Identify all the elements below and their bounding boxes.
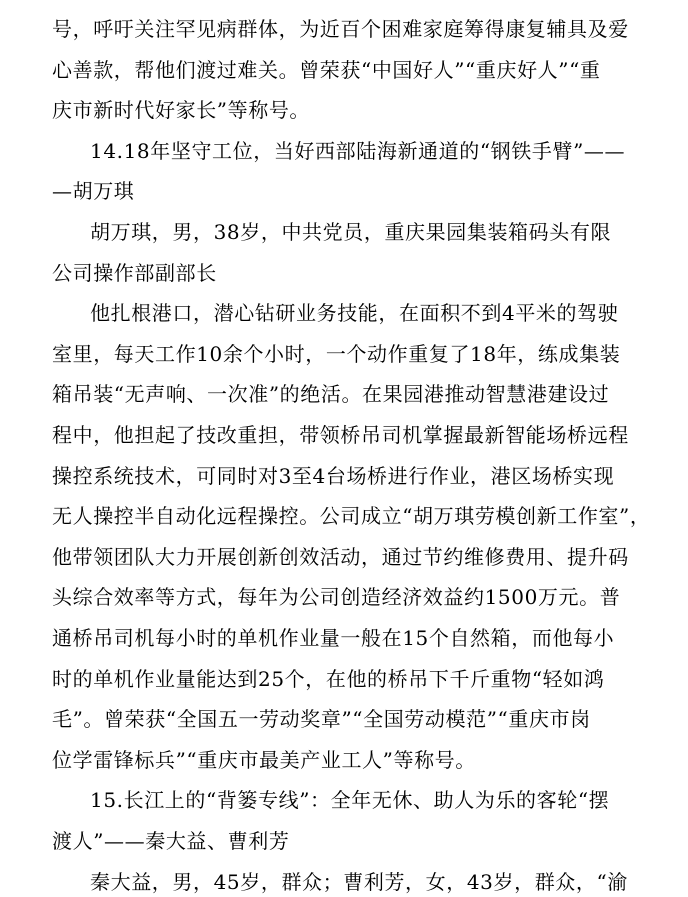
text-line: 无人操控半自动化远程操控。公司成立“胡万琪劳模创新工作室”， (52, 504, 651, 529)
text-line: 号，呼吁关注罕见病群体，为近百个困难家庭筹得康复辅具及爱 (52, 17, 629, 41)
text-line: 箱吊装“无声响、一次准”的绝活。在果园港推动智慧港建设过 (52, 382, 610, 407)
text-line: 位学雷锋标兵”“重庆市最美产业工人”等称号。 (52, 747, 476, 772)
text-line: 他扎根港口，潜心钻研业务技能，在面积不到4平米的驾驶 (90, 301, 619, 326)
text-line: 程中，他担起了技改重担，带领桥吊司机掌握最新智能场桥远程 (52, 423, 629, 447)
section-heading-14-cont: —胡万琪 (52, 179, 135, 204)
text-line: 庆市新时代好家长”等称号。 (52, 98, 311, 123)
section-heading-15: 15.长江上的“背篓专线”：全年无休、助人为乐的客轮“摆 (90, 788, 610, 813)
text-line: 室里，每天工作10余个小时，一个动作重复了18年，练成集装 (52, 341, 621, 366)
text-line: 头综合效率等方式，每年为公司创造经济效益约1500万元。普 (52, 585, 621, 610)
text-line: 时的单机作业量能达到25个，在他的桥吊下千斤重物“轻如鸿 (52, 666, 605, 691)
section-heading-14: 14.18年坚守工位，当好西部陆海新通道的“钢铁手臂”—— (90, 138, 626, 163)
text-line: 毛”。曾荣获“全国五一劳动奖章”“全国劳动模范”“重庆市岗 (52, 707, 591, 732)
text-line: 秦大益，男，45岁，群众；曹利芳，女，43岁，群众，“渝 (90, 869, 628, 894)
text-line: 心善款，帮他们渡过难关。曾荣获“中国好人”“重庆好人”“重 (52, 57, 601, 82)
text-line: 公司操作部副部长 (52, 260, 217, 285)
section-heading-15-cont: 渡人”——秦大益、曹利芳 (52, 829, 290, 853)
text-line: 他带领团队大力开展创新创效活动，通过节约维修费用、提升码 (52, 544, 629, 569)
text-line: 操控系统技术，可同时对3至4台场桥进行作业，港区场桥实现 (52, 463, 615, 488)
text-line: 胡万琪，男，38岁，中共党员，重庆果园集装箱码头有限 (90, 220, 612, 244)
text-line: 通桥吊司机每小时的单机作业量一般在15个自然箱，而他每小 (52, 626, 615, 650)
